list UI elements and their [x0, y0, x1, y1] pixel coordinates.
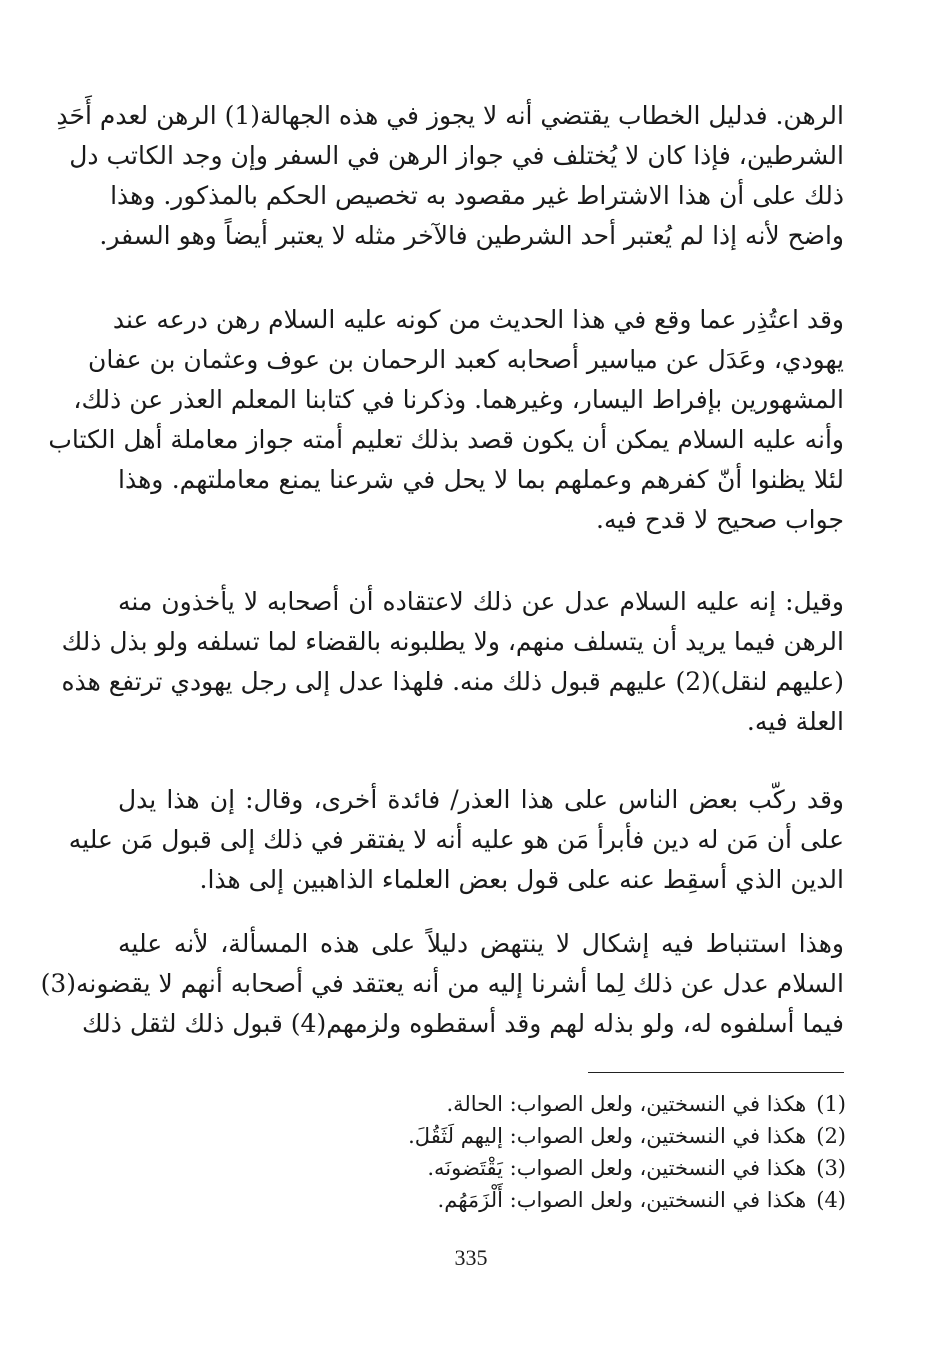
paragraph-line: وهذا استنباط فيه إشكال لا ينتهض دليلاً على هذه المسألة، لأنه عليه — [118, 929, 844, 958]
footnote — [300, 1120, 846, 1152]
paragraph-line: (عليهم لنقل)(2) عليهم قبول ذلك منه. فلهذا عدل إلى رجل يهودي ترتفع هذه — [61, 667, 844, 696]
paragraph-3 — [61, 582, 844, 742]
paragraph-line: لئلا يظنوا أنّ كفرهم وعملهم بما لا يحل في شرعنا يمنع معاملتهم. وهذا — [118, 465, 844, 494]
paragraph-2 — [48, 300, 844, 540]
paragraph-4 — [68, 780, 844, 900]
paragraph-line: على أن مَن له دين فأبرأ مَن هو عليه أنه لا يفتقر في ذلك إلى قبول مَن عليه — [68, 825, 844, 854]
footnote-number: (4) — [816, 1188, 846, 1212]
paragraph-line: الرهن. فدليل الخطاب يقتضي أنه لا يجوز في هذه الجهالة(1) الرهن لعدم أَحَدِ — [56, 101, 844, 130]
paragraph-line: فيما أسلفوه له، ولو بذله لهم وقد أسقطوه ولزمهم(4) قبول ذلك لثقل ذلك — [82, 1009, 844, 1038]
footnote-text: هكذا في النسختين، ولعل الصواب: يَقْتَضونَه. — [427, 1156, 807, 1180]
paragraph-line: وأنه عليه السلام يمكن أن يكون قصد بذلك تعليم أمته جواز معاملة أهل الكتاب — [48, 425, 844, 454]
paragraph-line: الشرطين، فإذا كان لا يُختلف في جواز الرهن في السفر وإن وجد الكاتب دل — [69, 141, 844, 170]
paragraph-line: السلام عدل عن ذلك لِما أشرنا إليه من أنه يعتقد في أصحابه أنهم لا يقضونه(3) — [40, 969, 844, 998]
footnote — [300, 1088, 846, 1120]
paragraph-line: العلة فيه. — [746, 707, 844, 736]
footnote-text: هكذا في النسختين، ولعل الصواب: الحالة. — [446, 1092, 807, 1116]
paragraph-line: المشهورين بإفراط اليسار، وغيرهما. وذكرنا في كتابنا المعلم العذر عن ذلك، — [73, 385, 844, 414]
paragraph-line: الدين الذي أسقِط عنه على قول بعض العلماء الذاهبين إلى هذا. — [199, 865, 844, 894]
paragraph-line: وقد ركّب بعض الناس على هذا العذر/ فائدة أخرى، وقال: إن هذا يدل — [118, 785, 844, 814]
paragraph-line: الرهن فيما يريد أن يتسلف منهم، ولا يطلبونه بالقضاء لما تسلفه ولو بذل ذلك — [61, 627, 844, 656]
footnote-number: (1) — [816, 1092, 846, 1116]
footnote-text: هكذا في النسختين، ولعل الصواب: أَلْزَمَهُم. — [437, 1188, 807, 1212]
paragraph-5 — [40, 924, 844, 1044]
paragraph-line: وقيل: إنه عليه السلام عدل عن ذلك لاعتقاده أن أصحابه لا يأخذون منه — [118, 587, 844, 616]
paragraph-line: واضح لأنه إذا لم يُعتبر أحد الشرطين فالآخر مثله لا يعتبر أيضاً وهو السفر. — [99, 221, 844, 250]
paragraph-line: يهودي، وعَدَل عن مياسير أصحابه كعبد الرحمان بن عوف وعثمان بن عفان — [87, 345, 844, 374]
footnote-separator — [588, 1072, 844, 1073]
paragraph-line: ذلك على أن هذا الاشتراط غير مقصود به تخصيص الحكم بالمذكور. وهذا — [110, 181, 844, 210]
footnote-number: (3) — [816, 1156, 846, 1180]
paragraph-line: وقد اعتُذِر عما وقع في هذا الحديث من كونه عليه السلام رهن درعه عند — [112, 305, 844, 334]
footnotes — [300, 1088, 846, 1216]
paragraph-line: جواب صحيح لا قدح فيه. — [596, 505, 844, 534]
footnote — [300, 1152, 846, 1184]
footnote-text: هكذا في النسختين، ولعل الصواب: إليهم لَثَقُلَ. — [408, 1124, 807, 1148]
page-number: 335 — [454, 1245, 488, 1270]
paragraph-1 — [56, 96, 844, 256]
footnote — [300, 1184, 846, 1216]
footnote-number: (2) — [816, 1124, 846, 1148]
